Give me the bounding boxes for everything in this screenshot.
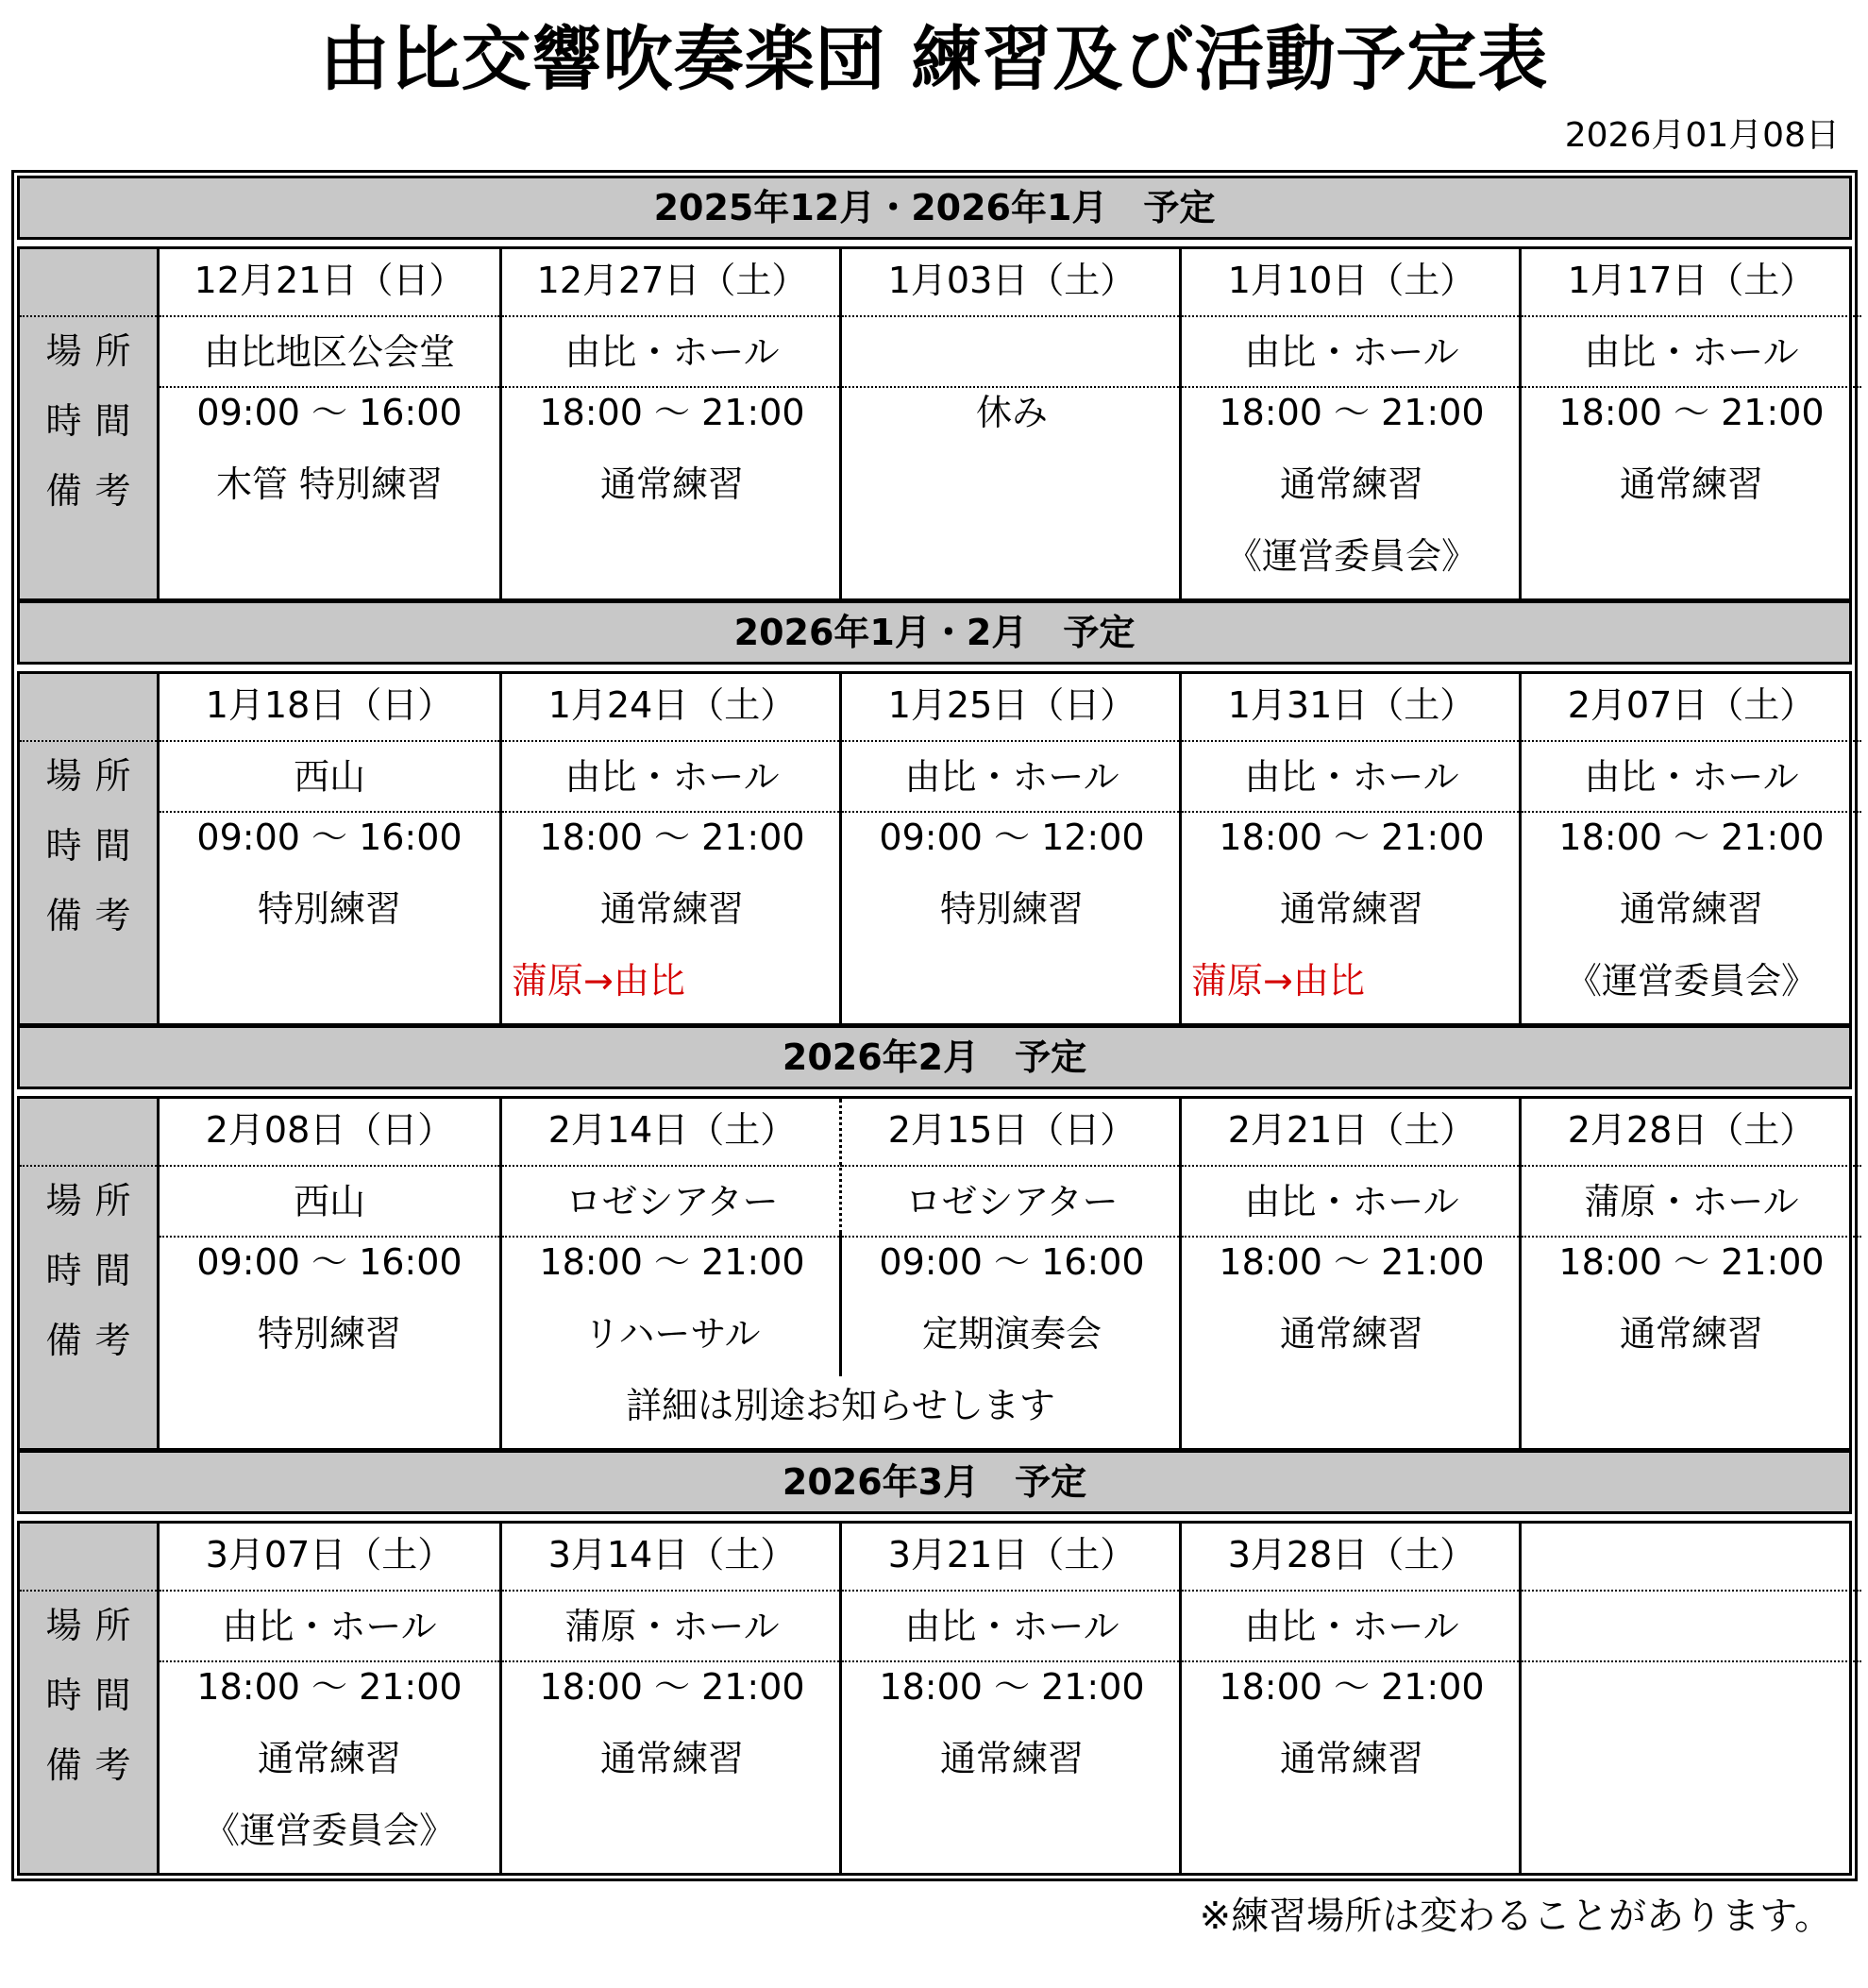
column-note: 木管 特別練習 [215, 463, 444, 505]
column-date: 3月21日（土） [887, 1534, 1136, 1575]
column-date: 1月17日（土） [1567, 260, 1816, 301]
column-extra-note: 《運営委員会》 [1225, 535, 1477, 577]
column-extra-note: 《運営委員会》 [1565, 960, 1817, 1002]
schedule-column [1179, 1099, 1522, 1448]
section-body [17, 246, 1852, 601]
schedule-column [1179, 1524, 1522, 1873]
column-date: 2月14日（土） [547, 1109, 797, 1151]
footer-note: ※練習場所は変わることがあります。 [1199, 1895, 1832, 1938]
schedule-column [1179, 249, 1522, 598]
column-note: 通常練習 [599, 463, 744, 505]
schedule-column [160, 1099, 499, 1448]
label-note: 備考 [45, 895, 144, 936]
column-place: 西山 [293, 1181, 365, 1222]
label-note: 備考 [45, 470, 144, 512]
schedule-table [17, 176, 1852, 1876]
dotted-divider [1522, 1165, 1861, 1167]
label-note: 備考 [45, 1320, 144, 1361]
route-note: 蒲原→由比 [512, 960, 685, 1002]
column-date: 3月28日（土） [1227, 1534, 1476, 1575]
column-time: 18:00 ～ 21:00 [539, 1241, 805, 1283]
column-time: 09:00 ～ 16:00 [196, 392, 463, 433]
row-labels [20, 674, 160, 1023]
column-time: 18:00 ～ 21:00 [539, 817, 805, 858]
column-note: 定期演奏会 [921, 1313, 1102, 1355]
column-time: 18:00 ～ 21:00 [196, 1666, 463, 1708]
row-labels [20, 249, 160, 598]
column-note: 通常練習 [599, 888, 744, 930]
dotted-divider [160, 1165, 499, 1167]
column-date: 3月07日（土） [205, 1534, 454, 1575]
dotted-divider [842, 315, 1182, 317]
schedule-column [839, 674, 1182, 1023]
label-time: 時間 [45, 825, 144, 867]
column-note: 特別練習 [257, 1313, 401, 1355]
column-date: 12月21日（日） [194, 260, 465, 301]
dotted-divider [20, 1165, 157, 1167]
column-place: 由比・ホール [1244, 756, 1459, 798]
schedule-section [17, 1025, 1852, 1451]
column-place: 由比・ホール [904, 1606, 1119, 1647]
label-place: 場所 [45, 330, 144, 372]
schedule-column [1519, 249, 1861, 598]
section-body [17, 1096, 1852, 1451]
row-labels [20, 1099, 160, 1448]
schedule-column [1519, 1099, 1861, 1448]
column-place: 由比・ホール [1584, 756, 1799, 798]
column-note: 通常練習 [599, 1738, 744, 1779]
column-time: 09:00 ～ 16:00 [196, 1241, 463, 1283]
dotted-divider [1522, 740, 1861, 742]
column-date: 1月24日（土） [547, 684, 797, 726]
column-place: 由比地区公会堂 [203, 331, 455, 373]
column-time: 18:00 ～ 21:00 [1219, 392, 1485, 433]
column-note: 通常練習 [1619, 463, 1763, 505]
dotted-divider [1182, 1590, 1522, 1592]
merged-note: 詳細は別途お知らせします [626, 1385, 1055, 1426]
column-place: 由比・ホール [1244, 331, 1459, 373]
column-place: 由比・ホール [1244, 1606, 1459, 1647]
column-place: 由比・ホール [564, 756, 780, 798]
schedule-column [160, 249, 499, 598]
column-note: 通常練習 [1279, 888, 1423, 930]
schedule-column [499, 674, 842, 1023]
column-date: 12月27日（土） [536, 260, 808, 301]
column-note: リハーサル [583, 1313, 761, 1355]
section-title: 2026年1月・2月 予定 [17, 600, 1852, 665]
schedule-column [499, 1524, 842, 1873]
column-date: 1月25日（日） [887, 684, 1136, 726]
label-time: 時間 [45, 1675, 144, 1716]
dotted-divider [20, 740, 157, 742]
column-date: 1月18日（日） [205, 684, 454, 726]
schedule-section [17, 600, 1852, 1026]
column-note: 特別練習 [939, 888, 1084, 930]
schedule-section [17, 176, 1852, 601]
column-time: 18:00 ～ 21:00 [1219, 1666, 1485, 1708]
dotted-divider [1182, 1165, 1522, 1167]
column-place: ロゼシアター [565, 1181, 779, 1222]
route-note: 蒲原→由比 [1191, 960, 1365, 1002]
section-body [17, 671, 1852, 1026]
dotted-divider [842, 1165, 1182, 1167]
dotted-divider [20, 315, 157, 317]
dotted-divider [1522, 1590, 1861, 1592]
column-note: 特別練習 [257, 888, 401, 930]
column-note: 通常練習 [1279, 1738, 1423, 1779]
column-date: 1月03日（土） [887, 260, 1136, 301]
dotted-divider [1182, 315, 1522, 317]
column-date: 3月14日（土） [547, 1534, 797, 1575]
column-time: 18:00 ～ 21:00 [879, 1666, 1145, 1708]
row-labels [20, 1524, 160, 1873]
column-place: 蒲原・ホール [1584, 1181, 1799, 1222]
schedule-column [1179, 674, 1522, 1023]
column-place: 蒲原・ホール [564, 1606, 780, 1647]
column-place: 由比・ホール [904, 756, 1119, 798]
issue-date: 2026月01月08日 [1564, 116, 1840, 155]
dotted-divider [502, 1165, 842, 1167]
column-date: 2月21日（土） [1227, 1109, 1476, 1151]
column-time: 休み [975, 392, 1048, 433]
column-time: 18:00 ～ 21:00 [1558, 817, 1825, 858]
label-note: 備考 [45, 1744, 144, 1786]
label-time: 時間 [45, 1250, 144, 1291]
column-time: 09:00 ～ 16:00 [879, 1241, 1145, 1283]
column-note: 通常練習 [939, 1738, 1084, 1779]
column-note: 通常練習 [1619, 888, 1763, 930]
column-date: 1月31日（土） [1227, 684, 1476, 726]
column-time: 18:00 ～ 21:00 [1558, 1241, 1825, 1283]
dotted-divider [1522, 315, 1861, 317]
label-place: 場所 [45, 755, 144, 797]
column-time: 18:00 ～ 21:00 [1558, 392, 1825, 433]
column-time: 18:00 ～ 21:00 [539, 1666, 805, 1708]
dotted-divider [1182, 740, 1522, 742]
column-note: 通常練習 [1619, 1313, 1763, 1355]
column-place: 由比・ホール [1244, 1181, 1459, 1222]
schedule-column [499, 249, 842, 598]
schedule-column [839, 1099, 1182, 1376]
column-note: 通常練習 [1279, 1313, 1423, 1355]
section-body [17, 1521, 1852, 1876]
column-time: 09:00 ～ 12:00 [879, 817, 1145, 858]
dotted-divider [160, 315, 499, 317]
label-place: 場所 [45, 1180, 144, 1221]
label-place: 場所 [45, 1605, 144, 1646]
schedule-column [839, 1524, 1182, 1873]
column-date: 2月07日（土） [1567, 684, 1816, 726]
column-place: 由比・ホール [1584, 331, 1799, 373]
column-date: 2月28日（土） [1567, 1109, 1816, 1151]
schedule-column [160, 1524, 499, 1873]
column-place: ロゼシアター [905, 1181, 1119, 1222]
schedule-section [17, 1450, 1852, 1876]
section-title: 2026年3月 予定 [17, 1450, 1852, 1514]
section-title: 2025年12月・2026年1月 予定 [17, 176, 1852, 240]
column-time: 09:00 ～ 16:00 [196, 817, 463, 858]
column-place: 由比・ホール [564, 331, 780, 373]
column-time: 18:00 ～ 21:00 [539, 392, 805, 433]
dotted-divider [502, 315, 842, 317]
dotted-divider [502, 740, 842, 742]
page-title: 由比交響吹奏楽団 練習及び活動予定表 [319, 19, 1549, 100]
column-time: 18:00 ～ 21:00 [1219, 1241, 1485, 1283]
column-note: 通常練習 [257, 1738, 401, 1779]
column-extra-note: 《運営委員会》 [203, 1810, 455, 1851]
column-date: 2月08日（日） [205, 1109, 454, 1151]
column-date: 1月10日（土） [1227, 260, 1476, 301]
column-date: 2月15日（日） [887, 1109, 1136, 1151]
label-time: 時間 [45, 400, 144, 442]
schedule-column-empty [1519, 1524, 1861, 1873]
column-place: 由比・ホール [222, 1606, 437, 1647]
dotted-divider [842, 740, 1182, 742]
dotted-divider [842, 1590, 1182, 1592]
dotted-divider [20, 1590, 157, 1592]
dotted-divider [502, 1590, 842, 1592]
section-title: 2026年2月 予定 [17, 1025, 1852, 1089]
dotted-divider [160, 1590, 499, 1592]
column-place: 西山 [293, 756, 365, 798]
schedule-column [160, 674, 499, 1023]
column-note: 通常練習 [1279, 463, 1423, 505]
dotted-divider [1522, 1660, 1861, 1662]
dotted-divider [160, 740, 499, 742]
column-time: 18:00 ～ 21:00 [1219, 817, 1485, 858]
schedule-column [1519, 674, 1861, 1023]
schedule-column [839, 249, 1182, 598]
